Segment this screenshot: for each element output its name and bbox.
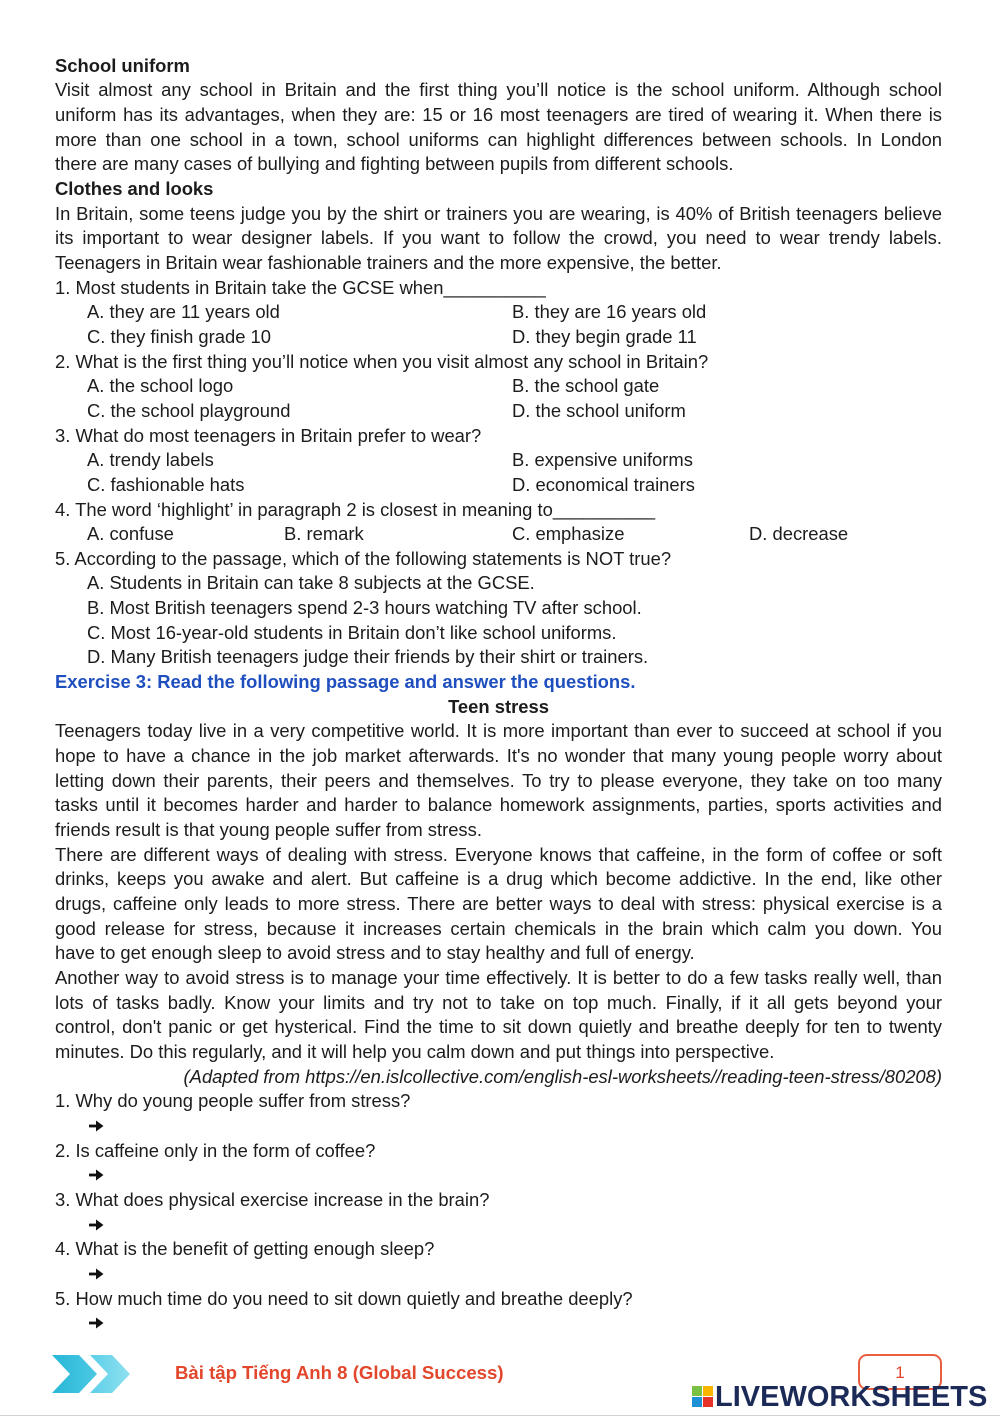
- option-b[interactable]: B. Most British teenagers spend 2-3 hours watching TV after school.: [87, 597, 642, 619]
- options-row: [55, 300, 942, 325]
- passage-line: drinks, keeps you awake and alert. But caffeine is a drug which become addictive. In the end, like other: [55, 868, 942, 890]
- teen-stress-paragraph-1: [55, 719, 942, 842]
- question-stem-row: [55, 498, 942, 523]
- option-b[interactable]: B. the school gate: [512, 375, 660, 397]
- open-question-3: 3. What does physical exercise increase in the brain?: [55, 1188, 490, 1210]
- arrow-right-icon: [88, 1168, 104, 1182]
- open-question-1: 1. Why do young people suffer from stress?: [55, 1090, 411, 1112]
- passage-line: its important to wear designer labels. If you want to follow the crowd, you need to wear trendy labels.: [55, 227, 942, 249]
- arrow-right-icon: [88, 1218, 104, 1232]
- question-5-stem: 5. According to the passage, which of the following statements is NOT true?: [55, 547, 672, 569]
- open-question-2: 2. Is caffeine only in the form of coffee?: [55, 1139, 376, 1161]
- question-4-stem: 4. The word ‘highlight’ in paragraph 2 is closest in meaning to: [55, 498, 553, 520]
- liveworksheets-brand: LIVEWORKSHEETS: [715, 1380, 988, 1413]
- option-d[interactable]: D. economical trainers: [512, 473, 695, 495]
- option-b[interactable]: B. expensive uniforms: [512, 449, 693, 471]
- source-citation: (Adapted from https://en.islcollective.com/english-esl-worksheets//reading-teen-stress/80208): [183, 1065, 942, 1087]
- passage-line: there are many cases of bullying and fighting between pupils from different schools.: [55, 153, 734, 175]
- options-row: [55, 522, 942, 547]
- passage-line: In Britain, some teens judge you by the shirt or trainers you are wearing, is 40% of British teenagers believe: [55, 202, 942, 224]
- option-a[interactable]: A. Students in Britain can take 8 subjects at the GCSE.: [87, 572, 535, 594]
- option-c[interactable]: C. the school playground: [87, 399, 291, 421]
- exercise-3-heading: Exercise 3: Read the following passage and answer the questions.: [55, 671, 636, 693]
- option-a[interactable]: A. trendy labels: [87, 449, 214, 471]
- passage-line: lots of tasks badly. Know your limits and try not to take on top much. Finally, if it all gets beyond your: [55, 991, 942, 1013]
- open-question-5: 5. How much time do you need to sit down quietly and breathe deeply?: [55, 1287, 633, 1309]
- mc-question-2: [55, 350, 942, 424]
- bottom-divider: [0, 1415, 1000, 1416]
- mc-question-3: [55, 424, 942, 498]
- arrow-right-icon: [88, 1316, 104, 1330]
- passage-line: tasks until it becomes harder and harder to balance homework assignments, parties, sports activities and: [55, 794, 942, 816]
- option-d[interactable]: D. the school uniform: [512, 399, 686, 421]
- options-row: [55, 399, 942, 424]
- mc-question-5: [55, 547, 942, 670]
- section-heading-school-uniform: School uniform: [55, 54, 190, 76]
- passage-line: There are different ways of dealing with stress. Everyone knows that caffeine, in the form of coffee or soft: [55, 843, 942, 865]
- option-d[interactable]: D. Many British teenagers judge their friends by their shirt or trainers.: [87, 646, 649, 668]
- option-a[interactable]: A. the school logo: [87, 375, 234, 397]
- mc-question-4: [55, 498, 942, 547]
- section-heading-clothes-and-looks: Clothes and looks: [55, 177, 214, 199]
- option-a[interactable]: A. they are 11 years old: [87, 301, 280, 323]
- double-chevron-icon: [52, 1355, 132, 1393]
- options-row: [55, 325, 942, 350]
- passage-line: Teenagers today live in a very competitive world. It is more important than ever to succeed at school if you: [55, 720, 942, 742]
- options-row: [55, 473, 942, 498]
- option-b[interactable]: B. they are 16 years old: [512, 301, 707, 323]
- passage-line: good release for stress, because it increases certain chemicals in the brain which calm you down. You: [55, 917, 942, 939]
- answer-line-3[interactable]: [55, 1213, 942, 1238]
- liveworksheets-logo-icon: [692, 1386, 713, 1407]
- option-d[interactable]: D. decrease: [749, 523, 849, 545]
- worksheet-body: [55, 54, 942, 1336]
- passage-title: Teen stress: [448, 695, 549, 717]
- teen-stress-paragraph-3: [55, 966, 942, 1065]
- option-a[interactable]: A. confuse: [87, 523, 174, 545]
- passage-line: control, don't panic or get hysterical. Find the time to sit down quietly and breathe deeply for ten to twenty: [55, 1016, 942, 1038]
- option-b[interactable]: B. remark: [284, 523, 364, 545]
- answer-line-4[interactable]: [55, 1262, 942, 1287]
- passage-clothes-and-looks: [55, 177, 942, 276]
- question-2-stem: 2. What is the first thing you’ll notice when you visit almost any school in Britain?: [55, 350, 709, 372]
- passage-line: Another way to avoid stress is to manage your time effectively. It is better to do a few tasks really well, than: [55, 966, 942, 988]
- options-row: [55, 448, 942, 473]
- answer-line-1[interactable]: [55, 1114, 942, 1139]
- open-question-4: 4. What is the benefit of getting enough sleep?: [55, 1238, 435, 1260]
- answer-line-5[interactable]: [55, 1311, 942, 1336]
- passage-line: uniform has its advantages, when they are: 15 or 16 most teenagers are tired of wearing it. When there is: [55, 104, 942, 125]
- passage-line: friends result is that young people suffer from stress.: [55, 819, 482, 841]
- answer-line-2[interactable]: [55, 1163, 942, 1188]
- options-row: [55, 374, 942, 399]
- passage-school-uniform: [55, 54, 942, 177]
- option-c[interactable]: C. fashionable hats: [87, 473, 245, 495]
- arrow-right-icon: [88, 1267, 104, 1281]
- option-d[interactable]: D. they begin grade 11: [512, 325, 697, 347]
- page-number: 1: [895, 1363, 905, 1382]
- arrow-right-icon: [88, 1119, 104, 1133]
- teen-stress-paragraph-2: [55, 843, 942, 966]
- mc-question-1: [55, 276, 942, 350]
- passage-line: letting down their parents, their peers and themselves. To try to please everyone, they take on too many: [55, 769, 942, 791]
- question-stem-row: [55, 276, 942, 301]
- question-3-stem: 3. What do most teenagers in Britain prefer to wear?: [55, 424, 482, 446]
- answer-blank[interactable]: __________: [443, 276, 546, 298]
- option-c[interactable]: C. emphasize: [512, 523, 625, 545]
- passage-line: have to get enough sleep to avoid stress and to stay healthy and full of energy.: [55, 942, 695, 964]
- passage-line: minutes. Do this regularly, and it will help you calm down and put things into perspective.: [55, 1040, 775, 1062]
- passage-line: more than one school in a town, school uniforms can highlight differences between schools. In London: [55, 128, 942, 150]
- book-title: Bài tập Tiếng Anh 8 (Global Success): [175, 1362, 504, 1383]
- option-c[interactable]: C. they finish grade 10: [87, 325, 272, 347]
- question-1-stem: 1. Most students in Britain take the GCSE when: [55, 276, 444, 298]
- passage-line: hope to have a chance in the job market afterwards. It's no wonder that many young people worry about: [55, 745, 942, 767]
- passage-line: Teenagers in Britain wear fashionable trainers and the more expensive, the better.: [55, 251, 722, 273]
- option-c[interactable]: C. Most 16-year-old students in Britain don’t like school uniforms.: [87, 621, 617, 643]
- answer-blank[interactable]: __________: [552, 498, 656, 520]
- passage-line: Visit almost any school in Britain and the first thing you’ll notice is the school uniform. Although school: [55, 79, 942, 101]
- passage-line: drugs, caffeine only leads to more stress. There are better ways to deal with stress: physical exercise is a: [55, 893, 942, 914]
